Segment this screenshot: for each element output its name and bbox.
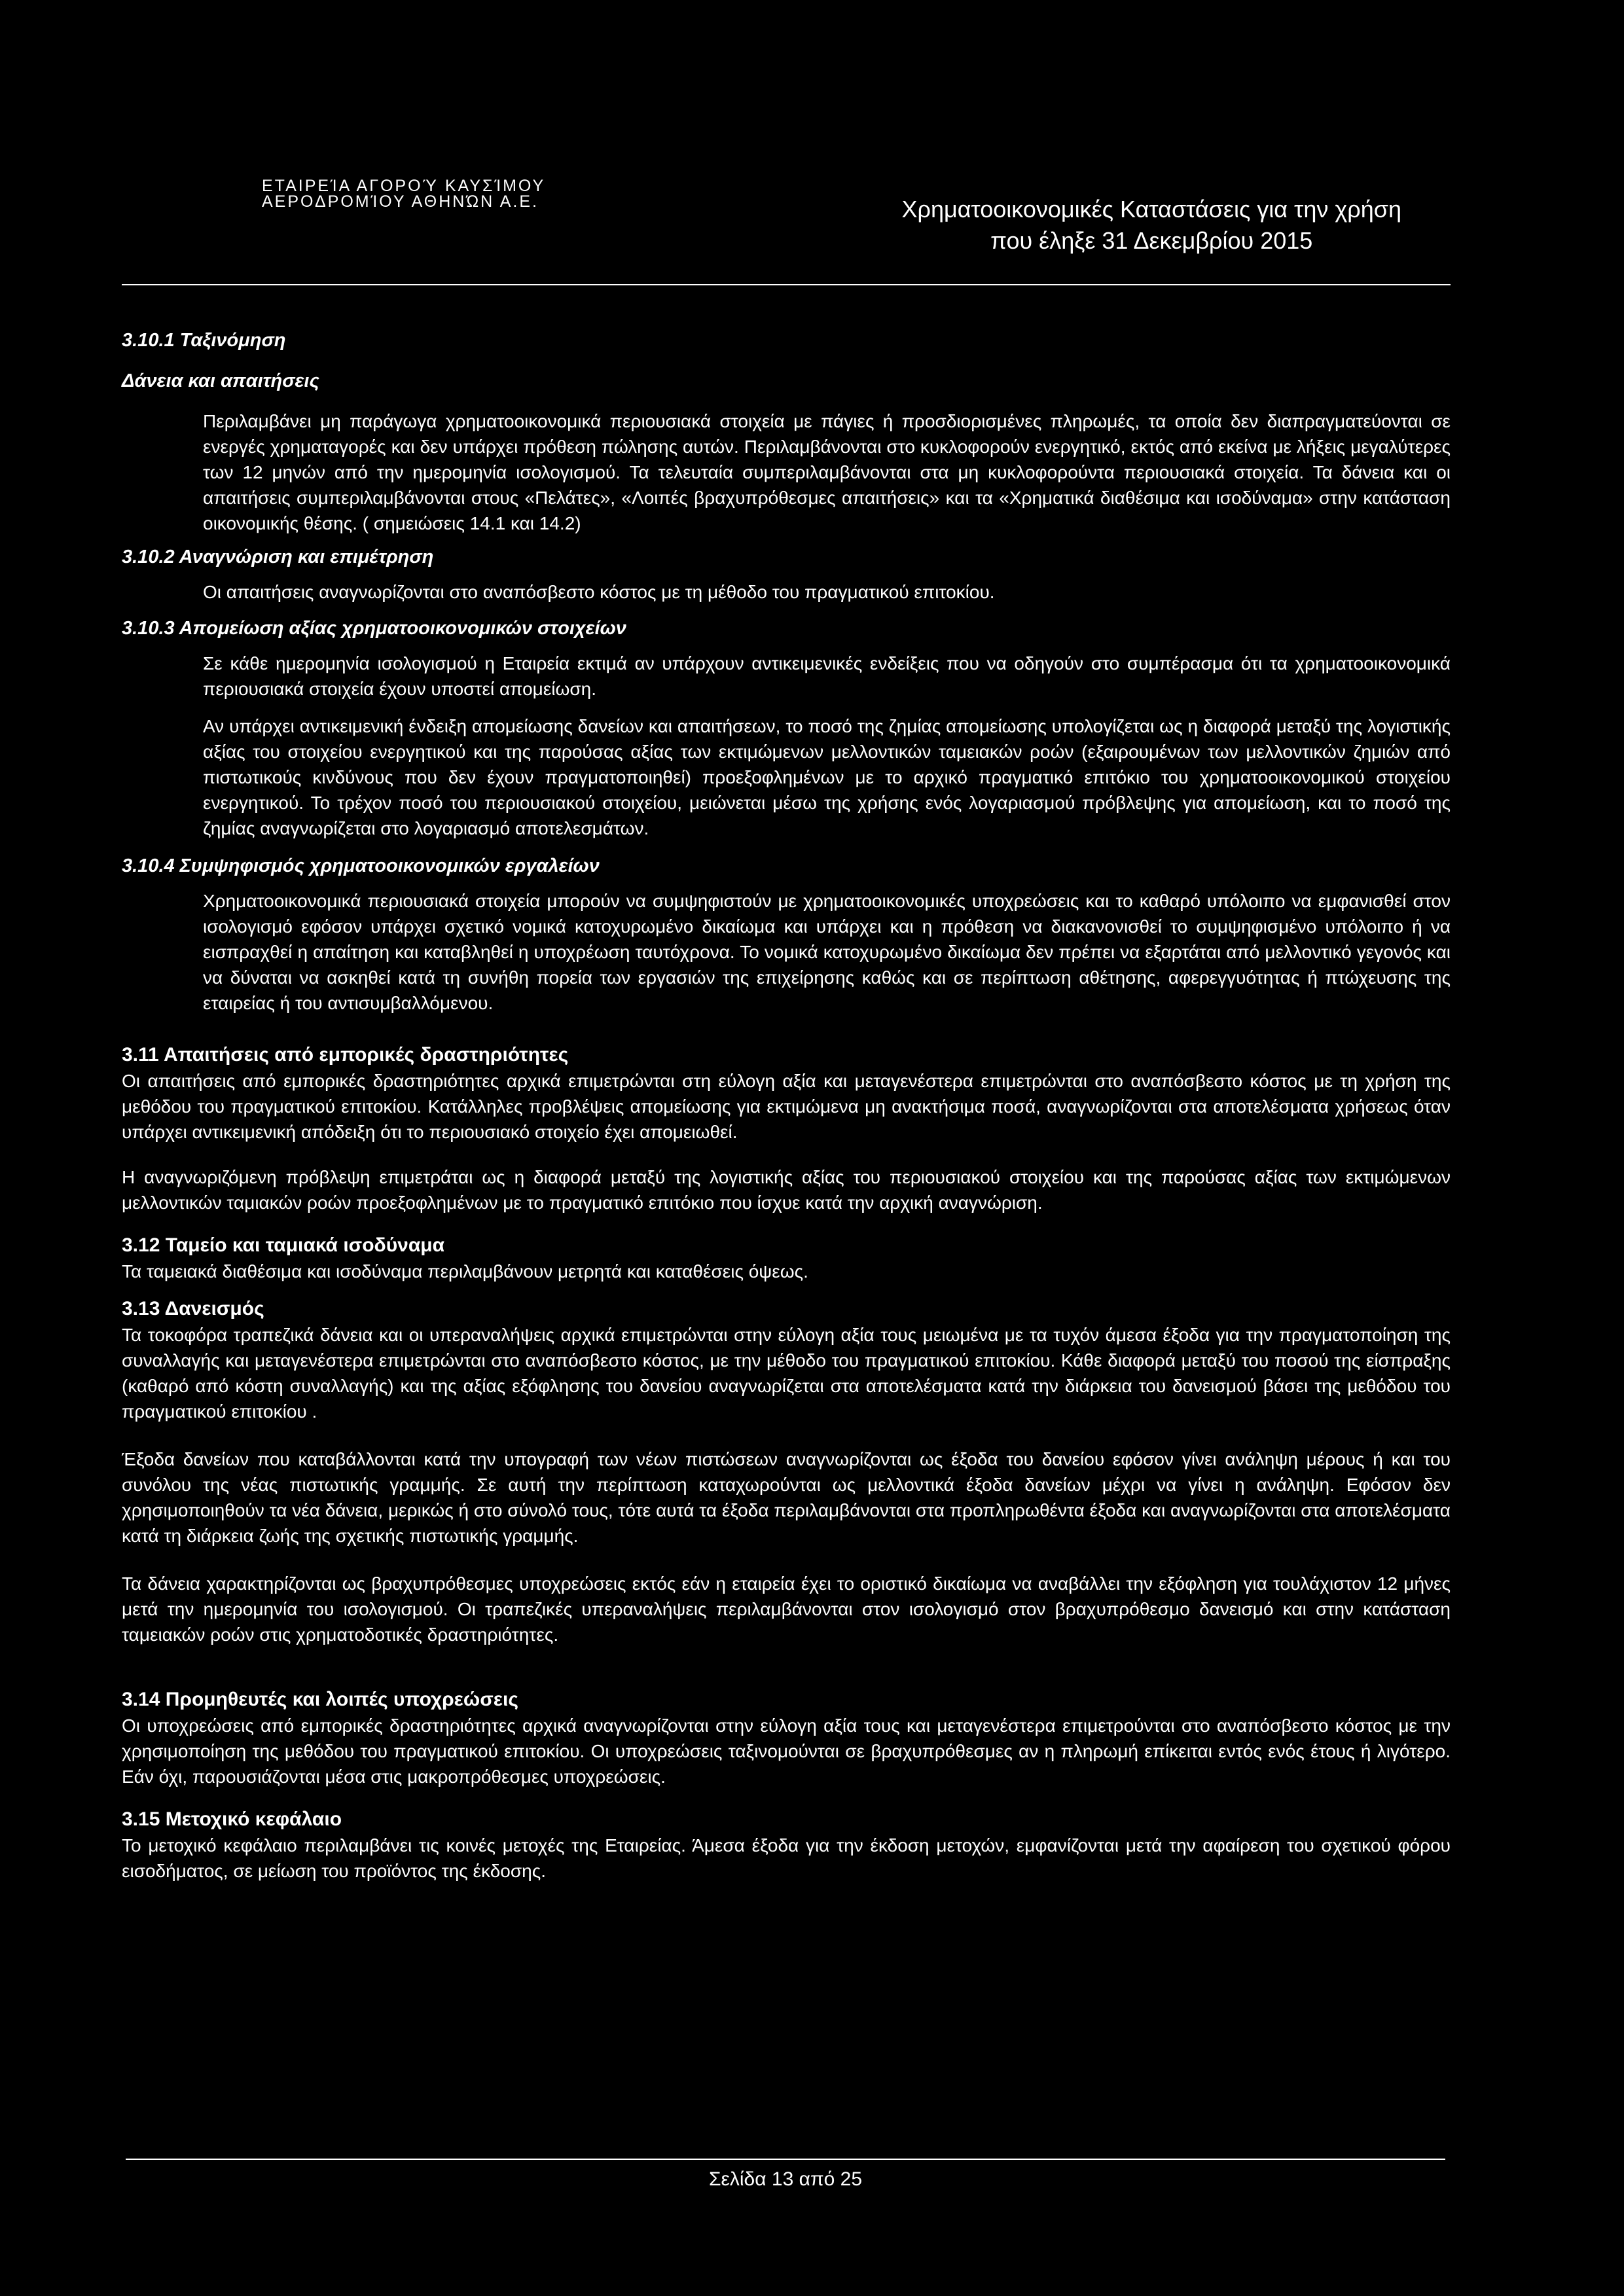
paragraph: Τα δάνεια χαρακτηρίζονται ως βραχυπρόθεσμες υποχρεώσεις εκτός εάν η εταιρεία έχει το οριστικό δικαίωμα να αναβάλλει την εξόφληση για τουλάχιστον 12 μήνες μετά την ημερομηνία του ισολογισμού. Οι τραπεζικές υπεραναλήψεις περιλαμβάνονται στον ισολογισμό στον βραχυπρόθεσμο δανεισμό και στην κατάσταση ταμειακών ροών στις χρηματοδοτικές δραστηριότητες. bbox=[122, 1573, 1451, 1645]
paragraph: Η αναγνωριζόμενη πρόβλεψη επιμετράται ως η διαφορά μεταξύ της λογιστικής αξίας του περιουσιακού στοιχείου και της παρούσας αξίας των εκτιμώμενων μελλοντικών ταμιακών ροών προεξοφλημένων με το πραγματικό επιτόκιο που ίσχυε κατά την αρχική αναγνώριση. bbox=[122, 1167, 1451, 1213]
company-name-line1: ΕΤΑΙΡΕΊΑ ΑΓΟΡΟΎ ΚΑΥΣΊΜΟΥ bbox=[262, 177, 546, 195]
paragraph: Οι απαιτήσεις αναγνωρίζονται στο αναπόσβεστο κόστος με τη μέθοδο του πραγματικού επιτοκίου. bbox=[203, 582, 995, 602]
section-heading-3-11: 3.11 Απαιτήσεις από εμπορικές δραστηριότητες bbox=[122, 1044, 569, 1066]
paragraph: Τα ταμειακά διαθέσιμα και ισοδύναμα περιλαμβάνουν μετρητά και καταθέσεις όψεως. bbox=[122, 1261, 808, 1282]
footer-divider bbox=[126, 2159, 1445, 2160]
section-heading-3-12: 3.12 Ταμείο και ταμιακά ισοδύναμα bbox=[122, 1234, 445, 1256]
paragraph: Σε κάθε ημερομηνία ισολογισμού η Εταιρεία εκτιμά αν υπάρχουν αντικειμενικές ενδείξεις που να οδηγούν στο συμπέρασμα ότι τα χρηματοοικονομικά περιουσιακά στοιχεία έχουν υποστεί απομείωση. bbox=[203, 653, 1451, 699]
section-heading-3-10-4: 3.10.4 Συμψηφισμός χρηματοοικονομικών εργαλείων bbox=[122, 855, 600, 876]
section-heading-3-10-3: 3.10.3 Απομείωση αξίας χρηματοοικονομικών στοιχείων bbox=[122, 618, 626, 639]
page-number: Σελίδα 13 από 25 bbox=[708, 2168, 863, 2190]
subheading-loans-receivables: Δάνεια και απαιτήσεις bbox=[122, 370, 319, 391]
report-title-line2: που έληξε 31 Δεκεμβρίου 2015 bbox=[990, 227, 1313, 254]
report-title-line1: Χρηματοοικονομικές Καταστάσεις για την χρήση bbox=[901, 196, 1401, 223]
section-heading-3-15: 3.15 Μετοχικό κεφάλαιο bbox=[122, 1808, 342, 1830]
document-body bbox=[122, 327, 1451, 1884]
header-divider bbox=[122, 284, 1451, 285]
paragraph: Χρηματοοικονομικά περιουσιακά στοιχεία μπορούν να συμψηφιστούν με χρηματοοικονομικές υποχρεώσεις και το καθαρό υπόλοιπο να εμφανισθεί στον ισολογισμό εφόσον υπάρχει σχετικό νομικά κατοχυρωμένο δικαίωμα και υπάρχει και η πρόθεση να διακανονισθεί το συμψηφισμένο υπόλοιπο ή να εισπραχθεί η απαίτηση και καταβληθεί η υποχρέωση ταυτόχρονα. Το νομικά κατοχυρωμένο δικαίωμα δεν πρέπει να εξαρτάται από μελλοντικό γεγονός και να δύναται να ασκηθεί κατά τη συνήθη πορεία των εργασιών της επιχείρησης καθώς και σε περίπτωση αθέτησης, αφερεγγυότητας ή πτώχευσης της εταιρείας ή του αντισυμβαλλόμενου. bbox=[203, 891, 1451, 1013]
paragraph: Οι απαιτήσεις από εμπορικές δραστηριότητες αρχικά επιμετρώνται στη εύλογη αξία και μεταγενέστερα επιμετρώνται στο αναπόσβεστο κόστος με τη χρήση της μεθόδου του πραγματικού επιτοκίου. Κατάλληλες προβλέψεις απομείωσης για εκτιμώμενα μη ανακτήσιμα ποσά, αναγνωρίζονται στα αποτελέσματα χρήσεως όταν υπάρχει αντικειμενική απόδειξη ότι το περιουσιακό στοιχείο έχει απομειωθεί. bbox=[122, 1071, 1451, 1142]
paragraph: Οι υποχρεώσεις από εμπορικές δραστηριότητες αρχικά αναγνωρίζονται στην εύλογη αξία τους και μεταγενέστερα επιμετρούνται στο αναπόσβεστο κόστος με την χρησιμοποίηση της μεθόδου του πραγματικού επιτοκίου. Οι υποχρεώσεις ταξινομούνται σε βραχυπρόθεσμες αν η πληρωμή επίκειται εντός ενός έτους ή λιγότερο. Εάν όχι, παρουσιάζονται μέσα στις μακροπρόθεσμες υποχρεώσεις. bbox=[122, 1715, 1451, 1787]
paragraph: Το μετοχικό κεφάλαιο περιλαμβάνει τις κοινές μετοχές της Εταιρείας. Άμεσα έξοδα για την έκδοση μετοχών, εμφανίζονται μετά την αφαίρεση του σχετικού φόρου εισοδήματος, σε μείωση του προϊόντος της έκδοσης. bbox=[122, 1835, 1451, 1881]
paragraph: Τα τοκοφόρα τραπεζικά δάνεια και οι υπεραναλήψεις αρχικά επιμετρώνται στην εύλογη αξία τους μειωμένα με τα τυχόν άμεσα έξοδα για την πραγματοποίηση της συναλλαγής και μεταγενέστερα επιμετρώνται στο αναπόσβεστο κόστος, με την μέθοδο του πραγματικού επιτοκίου. Κάθε διαφορά μεταξύ του ποσού της είσπραξης (καθαρό από κόστη συναλλαγής) και της αξίας εξόφλησης του δανείου αναγνωρίζεται στα αποτελέσματα κατά την διάρκεια του δανεισμού βάσει της μεθόδου του πραγματικού επιτοκίου . bbox=[122, 1325, 1451, 1422]
company-logo bbox=[262, 177, 546, 211]
section-heading-3-10-2: 3.10.2 Αναγνώριση και επιμέτρηση bbox=[122, 547, 434, 567]
company-name-line2: ΑΕΡΟΔΡΟΜΊΟΥ ΑΘΗΝΏΝ Α.Ε. bbox=[262, 192, 539, 211]
section-heading-3-13: 3.13 Δανεισμός bbox=[122, 1298, 264, 1319]
paragraph: Έξοδα δανείων που καταβάλλονται κατά την υπογραφή των νέων πιστώσεων αναγνωρίζονται ως έξοδα του δανείου εφόσον γίνει ανάληψη μέρους ή και του συνόλου της νέας πιστωτικής γραμμής. Σε αυτή την περίπτωση καταχωρούνται ως μελλοντικά έξοδα δανείων μέχρι να γίνει η ανάληψη. Εφόσον δεν χρησιμοποιηθούν τα νέα δάνεια, μερικώς ή στο σύνολό τους, τότε αυτά τα έξοδα περιλαμβάνονται στα προπληρωθέντα έξοδα και αναγνωρίζονται στα αποτελέσματα κατά τη διάρκεια ζωής της σχετικής πιστωτικής γραμμής. bbox=[122, 1449, 1451, 1546]
report-title bbox=[901, 194, 1401, 257]
section-heading-3-14: 3.14 Προμηθευτές και λοιπές υποχρεώσεις bbox=[122, 1689, 518, 1710]
paragraph: Περιλαμβάνει μη παράγωγα χρηματοοικονομικά περιουσιακά στοιχεία με πάγιες ή προσδιορισμένες πληρωμές, τα οποία δεν διαπραγματεύονται σε ενεργές χρηματαγορές και δεν υπάρχει πρόθεση πώλησης αυτών. Περιλαμβάνονται στο κυκλοφορούν ενεργητικό, εκτός από εκείνα με λήξεις μεγαλύτερες των 12 μηνών από την ημερομηνία ισολογισμού. Τα τελευταία συμπεριλαμβάνονται στα μη κυκλοφορούντα περιουσιακά στοιχεία. Τα δάνεια και οι απαιτήσεις συμπεριλαμβάνονται στους «Πελάτες», «Λοιπές βραχυπρόθεσμες απαιτήσεις» και τα «Χρηματικά διαθέσιμα και ισοδύναμα» στην κατάσταση οικονομικής θέσης. ( σημειώσεις 14.1 και 14.2) bbox=[203, 411, 1451, 533]
section-heading-3-10-1: 3.10.1 Ταξινόμηση bbox=[122, 330, 286, 351]
paragraph: Αν υπάρχει αντικειμενική ένδειξη απομείωσης δανείων και απαιτήσεων, το ποσό της ζημίας απομείωσης υπολογίζεται ως η διαφορά μεταξύ της λογιστικής αξίας του στοιχείου ενεργητικού και της παρούσας αξίας των εκτιμώμενων μελλοντικών ταμειακών ροών (εξαιρουμένων των μελλοντικών ζημιών από πιστωτικούς κινδύνους που δεν έχουν πραγματοποιηθεί) προεξοφλημένων με το αρχικό πραγματικό επιτόκιο του χρηματοοικονομικού στοιχείου ενεργητικού. Το τρέχον ποσό του περιουσιακού στοιχείου, μειώνεται μέσω της χρήσης ενός λογαριασμού πρόβλεψης για απομείωση, και το ποσό της ζημίας αναγνωρίζεται στο λογαριασμό αποτελεσμάτων. bbox=[203, 716, 1451, 838]
